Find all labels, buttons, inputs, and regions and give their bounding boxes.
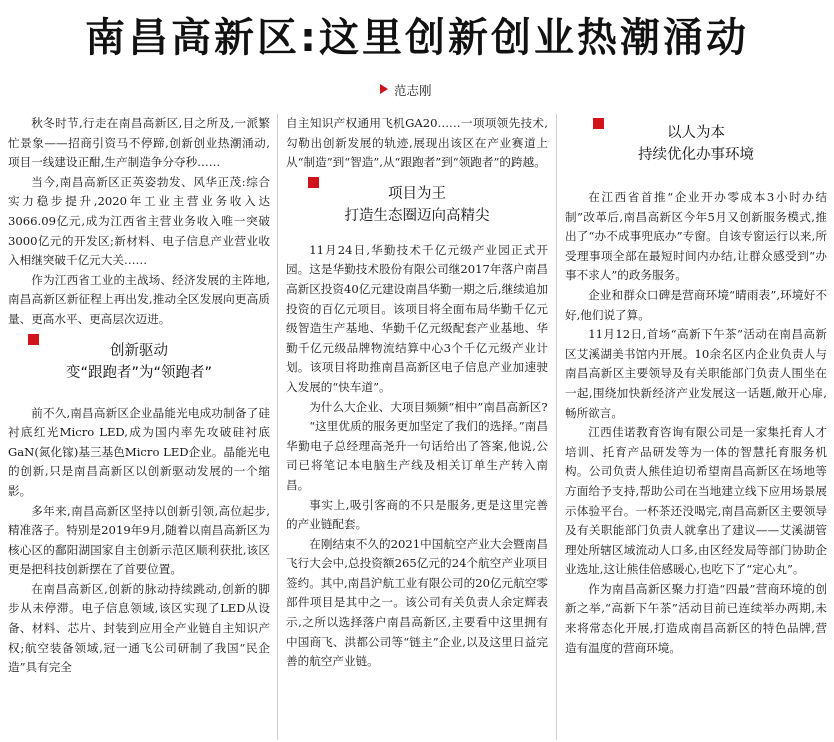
paragraph: 企业和群众口碑是营商环境“晴雨表”,环境好不好,他们说了算。 <box>565 287 827 322</box>
paragraph: 秋冬时节,行走在南昌高新区,目之所及,一派繁忙景象——招商引资马不停蹄,创新创业热潮涌动,项目一线建设正酣,生产制造争分夺秒…… <box>8 116 270 170</box>
byline <box>380 82 432 100</box>
paragraph: 事实上,吸引客商的不只是服务,更是这里完善的产业链配套。 <box>286 497 548 532</box>
author-name: 范志刚 <box>394 83 432 98</box>
red-square-icon <box>593 118 604 129</box>
article-column-3 <box>565 114 827 740</box>
paragraph: 11月12日,首场“高新下午茶”活动在南昌高新区艾溪湖美书馆内开展。10余名区内企业负责人与南昌高新区主要领导及有关职能部门负责人围坐在一起,围绕加快新经济产业发展这一话题,敞开心扉,畅所欲言。 <box>565 327 827 420</box>
paragraph: 在江西省首推“企业开办零成本3小时办结制”改革后,南昌高新区今年5月又创新服务模式,推出了“办不成事兜底办”专窗。自该专窗运行以来,所受理事项全部在最短时间内办结,让群众感受到“办事不求人”的政务服务。 <box>565 190 827 283</box>
paragraph: 作为江西省工业的主战场、经济发展的主阵地,南昌高新区新征程上再出发,推动全区发展向更高质量、更高水平、更高层次迈进。 <box>8 272 270 326</box>
paragraph: “这里优质的服务更加坚定了我们的选择。”南昌华勤电子总经理高尧升一句话给出了答案,他说,公司已将笔记本电脑生产线及相关订单生产转入南昌。 <box>286 419 548 492</box>
paragraph: 11月24日,华勤技术千亿元级产业园正式开园。这是华勤技术股份有限公司继2017年落户南昌高新区投资40亿元建设南昌华勤一期之后,继续追加投资的百亿元项目。该项目将全面布局华勤千亿元级智造生产基地、华勤千亿元级配套产业基地、华勤千亿元级品牌物流结算中心3个千亿元级产业计划。该项目将助推南昌高新区电子信息产业加速驶入发展的“快车道”。 <box>286 242 548 394</box>
paragraph: 江西佳诺教育咨询有限公司是一家集托育人才培训、托育产品研发等为一体的智慧托育服务机构。公司负责人熊佳迫切希望南昌高新区在场地等方面给予支持,帮助公司在当地建立线下应用场景展示体验平台。一杯茶还没喝完,南昌高新区主要领导及有关职能部门负责人就拿出了建议——艾溪湖管理处所辖区域流动人口多,由区经发局等部门协助企业选址,这让熊佳倍感暖心,也吃下了“定心丸”。 <box>565 425 827 577</box>
paragraph: 在刚结束不久的2021中国航空产业大会暨南昌飞行大会中,总投资额265亿元的24个航空产业项目签约。其中,南昌沪航工业有限公司的20亿元航空零部件项目是其中之一。该公司有关负责人余定辉表示,之所以选择落户南昌高新区,主要看中这里拥有中国商飞、洪都公司等“链主”企业,以及这里日益完善的航空产业链。 <box>286 536 548 669</box>
subheading-line: 以人为本 <box>667 125 725 141</box>
paragraph: 在南昌高新区,创新的脉动持续跳动,创新的脚步从未停滞。电子信息领域,该区实现了LED从设备、材料、芯片、封装到应用全产业链自主知识产权;航空装备领域,冠一通飞公司研制了我国“民企造”具有完全 <box>8 581 270 675</box>
subheading-line: 项目为王 <box>388 185 446 202</box>
subheading-line: 打造生态圈迈向高精尖 <box>344 207 490 224</box>
paragraph: 作为南昌高新区聚力打造“四最”营商环境的创新之举,“高新下午茶”活动目前已连续举办两期,未来将常态化开展,打造成南昌高新区的特色品牌,营造有温度的营商环境。 <box>565 581 827 655</box>
subheading-line: 创新驱动 <box>110 342 168 359</box>
paragraph: 前不久,南昌高新区企业晶能光电成功制备了硅衬底红光Micro LED,成为国内率先攻破硅衬底GaN(氮化镓)基三基色Micro LED企业。晶能光电的创新,只是南昌高新区以创新驱动发展的一个缩影。 <box>8 405 270 498</box>
column-divider <box>277 114 278 740</box>
subheading-people <box>565 114 827 188</box>
paragraph: 自主知识产权通用飞机GA20……一项项领先技术,勾勒出创新发展的轨迹,展现出该区在产业赛道上从“制造”到“智造”,从“跟跑者”到“领跑者”的跨越。 <box>286 116 548 170</box>
red-triangle-icon <box>380 84 388 94</box>
subheading-line: 持续优化办事环境 <box>638 147 754 163</box>
paragraph: 多年来,南昌高新区坚持以创新引领,高位起步,精准落子。特别是2019年9月,随着以南昌高新区为核心区的鄱阳湖国家自主创新示范区顺利获批,该区更是把科技创新摆在了首要位置。 <box>8 503 270 577</box>
article-column-2 <box>286 114 548 740</box>
subheading-line: 变“跟跑者”为“领跑者” <box>65 364 213 381</box>
paragraph: 为什么大企业、大项目频频“相中”南昌高新区? <box>309 399 548 414</box>
red-square-icon <box>28 334 39 345</box>
column-divider <box>556 114 557 740</box>
paragraph: 当今,南昌高新区正英姿勃发、风华正茂:综合实力稳步提升,2020年工业主营业务收入达3066.09亿元,成为江西省主营业务收入唯一突破3000亿元的开发区;新材料、电子信息产业营业收入相继突破千亿元大关…… <box>8 174 270 268</box>
article-column-1 <box>8 114 270 740</box>
headline: 南昌高新区:这里创新创业热潮涌动 <box>85 15 749 61</box>
red-square-icon <box>308 177 319 188</box>
subheading-projects <box>286 173 548 241</box>
subheading-innovation <box>8 330 270 404</box>
